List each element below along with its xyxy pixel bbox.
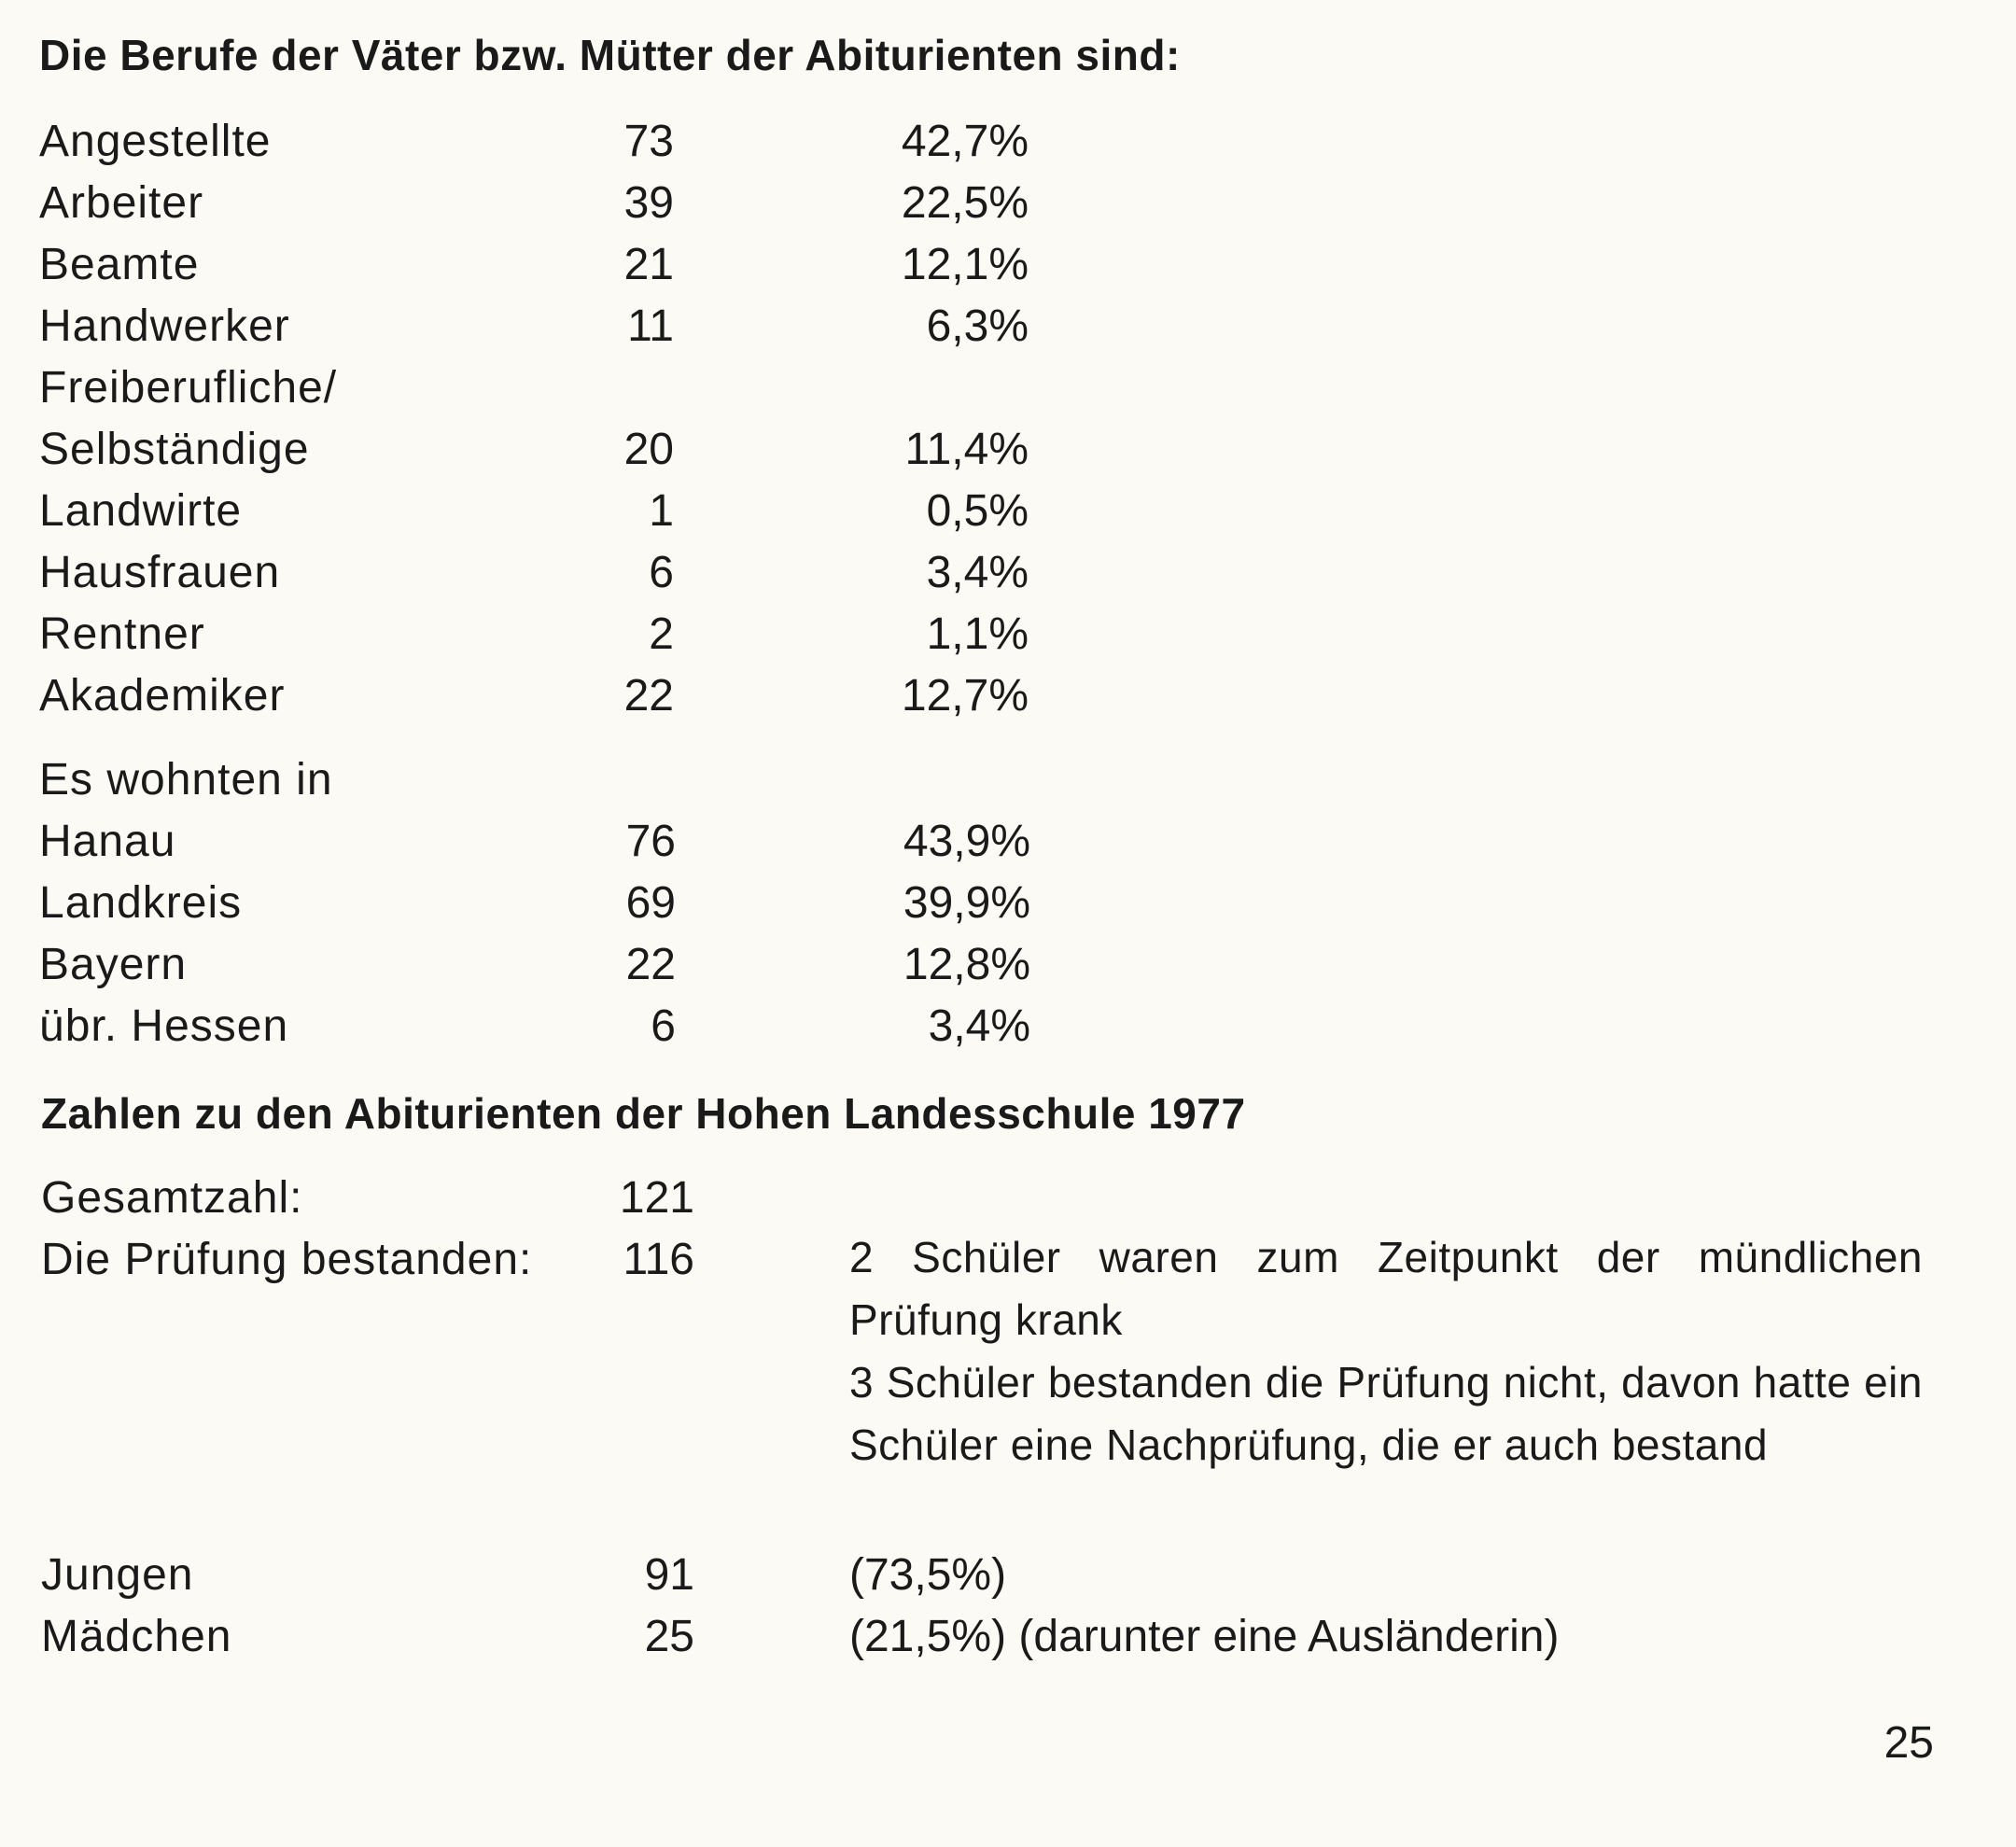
row-count: 76 bbox=[625, 817, 676, 866]
section1-title: Die Berufe der Väter bzw. Mütter der Abiturienten sind: bbox=[39, 31, 1181, 79]
row-count: 39 bbox=[623, 178, 674, 228]
row-percent: 12,8% bbox=[903, 940, 1030, 989]
row-percent: 12,7% bbox=[901, 671, 1029, 721]
intro-label: Es wohnten in bbox=[39, 755, 333, 805]
row-label: Selbständige bbox=[39, 425, 310, 474]
row-label: Angestellte bbox=[39, 117, 272, 166]
passed-value: 116 bbox=[623, 1235, 694, 1284]
row-percent: 11,4% bbox=[904, 425, 1029, 474]
row-count: 69 bbox=[625, 878, 676, 928]
row-label: Handwerker bbox=[39, 301, 290, 351]
section3-title: Zahlen zu den Abiturienten der Hohen Landesschule 1977 bbox=[41, 1089, 1246, 1138]
row-count: 6 bbox=[651, 1001, 676, 1051]
passed-label: Die Prüfung bestanden: bbox=[41, 1235, 533, 1284]
row-percent: 42,7% bbox=[901, 117, 1029, 166]
row-percent: 12,1% bbox=[901, 240, 1029, 289]
girls-label: Mädchen bbox=[41, 1612, 232, 1661]
row-label: Landkreis bbox=[39, 878, 243, 928]
row-count: 2 bbox=[649, 609, 674, 659]
note-sick: 2 Schüler waren zum Zeitpunkt der mündlichen Prüfung krank bbox=[849, 1233, 1923, 1344]
row-count: 1 bbox=[649, 486, 674, 536]
row-count: 6 bbox=[649, 548, 674, 597]
row-percent: 6,3% bbox=[926, 301, 1029, 351]
row-percent: 3,4% bbox=[926, 548, 1029, 597]
row-count: 11 bbox=[627, 301, 674, 351]
boys-label: Jungen bbox=[41, 1550, 194, 1600]
row-label: Freiberufliche/ bbox=[39, 363, 338, 413]
row-count: 20 bbox=[623, 425, 674, 474]
note-failed: 3 Schüler bestanden die Prüfung nicht, davon hatte ein Schüler eine Nachprüfung, die er auch bestand bbox=[849, 1358, 1923, 1469]
row-label: Landwirte bbox=[39, 486, 243, 536]
row-count: 73 bbox=[623, 117, 674, 166]
row-count: 22 bbox=[625, 940, 676, 989]
row-count: 22 bbox=[623, 671, 674, 721]
row-label: Arbeiter bbox=[39, 178, 204, 228]
row-percent: 39,9% bbox=[903, 878, 1030, 928]
boys-value: 91 bbox=[644, 1550, 694, 1600]
total-value: 121 bbox=[619, 1173, 694, 1223]
row-label: Bayern bbox=[39, 940, 188, 989]
boys-percent: (73,5%) bbox=[849, 1550, 1007, 1600]
row-percent: 43,9% bbox=[903, 817, 1030, 866]
row-percent: 0,5% bbox=[926, 486, 1029, 536]
row-label: Akademiker bbox=[39, 671, 286, 721]
row-label: Rentner bbox=[39, 609, 205, 659]
total-label: Gesamtzahl: bbox=[41, 1173, 303, 1223]
row-label: übr. Hessen bbox=[39, 1001, 289, 1051]
row-percent: 3,4% bbox=[928, 1001, 1030, 1051]
page-number: 25 bbox=[1883, 1718, 1934, 1768]
row-label: Hanau bbox=[39, 817, 176, 866]
girls-percent: (21,5%) (darunter eine Ausländerin) bbox=[849, 1612, 1560, 1661]
row-count: 21 bbox=[623, 240, 674, 289]
row-label: Hausfrauen bbox=[39, 548, 281, 597]
girls-value: 25 bbox=[644, 1612, 694, 1661]
row-percent: 22,5% bbox=[901, 178, 1029, 228]
row-percent: 1,1% bbox=[926, 609, 1029, 659]
row-label: Beamte bbox=[39, 240, 200, 289]
